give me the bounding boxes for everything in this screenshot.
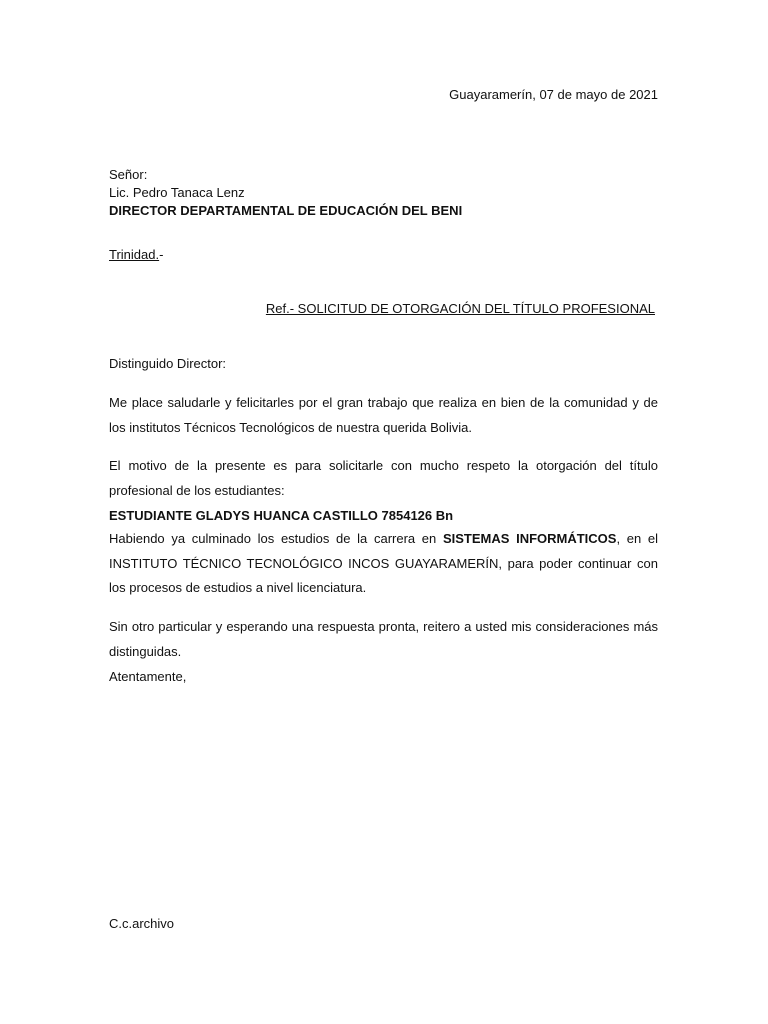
greeting: Distinguido Director:: [109, 356, 227, 371]
paragraph-motive: El motivo de la presente es para solicitarle con mucho respeto la otorgación del título profesional de los estudiantes:: [109, 458, 658, 498]
paragraph-career: [109, 527, 658, 601]
student-line: ESTUDIANTE GLADYS HUANCA CASTILLO 7854126 Bn: [109, 508, 454, 523]
salutation-title: Señor:: [109, 167, 148, 182]
reference-line: Ref.- SOLICITUD DE OTORGACIÓN DEL TÍTULO PROFESIONAL: [265, 301, 655, 316]
city-suffix: -: [159, 247, 164, 262]
career-text-part2: , en el INSTITUTO TÉCNICO TECNOLÓGICO INCOS GUAYARAMERÍN, para poder continuar con los procesos de estudios a nivel licenciatura.: [109, 531, 659, 595]
city-name: Trinidad.: [109, 247, 160, 262]
date-line: Guayaramerín, 07 de mayo de 2021: [449, 87, 658, 102]
cc-line: C.c.archivo: [109, 916, 175, 931]
closing-paragraph: Sin otro particular y esperando una respuesta pronta, reitero a usted mis consideraciones más distinguidas.: [109, 619, 658, 659]
paragraph-greeting: Me place saludarle y felicitarles por el gran trabajo que realiza en bien de la comunidad y de los institutos Técnicos Tecnológicos de nuestra querida Bolivia.: [109, 395, 658, 435]
career-name: SISTEMAS INFORMÁTICOS: [442, 531, 617, 546]
career-text-part1: Habiendo ya culminado los estudios de la carrera en: [109, 531, 443, 546]
recipient-name: Lic. Pedro Tanaca Lenz: [109, 185, 245, 200]
recipient-position: DIRECTOR DEPARTAMENTAL DE EDUCACIÓN DEL BENI: [109, 203, 463, 218]
city-line: [109, 247, 163, 263]
sign-off: Atentamente,: [109, 669, 187, 684]
